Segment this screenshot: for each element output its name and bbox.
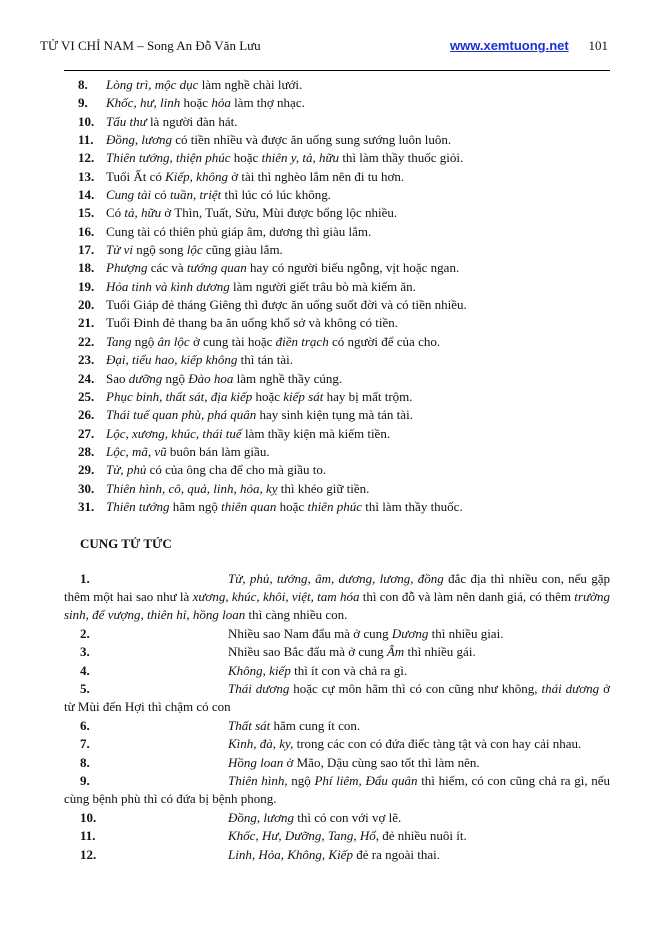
list-item (64, 827, 610, 845)
item-text: Lộc, mã, vũ buôn bán làm giầu. (106, 443, 270, 459)
item-text: Khốc, Hư, Dưỡng, Tang, Hổ, đẻ nhiều nuôi ít. (228, 828, 467, 843)
item-number: 9. (80, 773, 90, 788)
item-number: 8. (80, 754, 90, 770)
item-text: Đồng, lương có tiền nhiều và được ăn uống sung sướng luôn luôn. (106, 132, 452, 148)
item-number: 1. (80, 571, 90, 586)
item-text: Tuổi Ất có Kiếp, không ở tài thì nghèo lắm nên đi tu hơn. (106, 168, 405, 184)
item-number: 10. (78, 113, 95, 129)
list-item (64, 314, 614, 332)
list-item (64, 662, 610, 680)
list-item (64, 480, 614, 498)
item-text: Nhiều sao Nam đẩu mà ở cung Dương thì nhiều giai. (228, 625, 504, 641)
item-number: 13. (78, 168, 95, 184)
page-number: 101 (588, 38, 608, 53)
item-number: 15. (78, 205, 95, 221)
item-text: Thiên tướng, thiện phúc hoặc thiên y, tả, hữu thì làm thầy thuốc giỏi. (106, 150, 464, 166)
item-text: Tuổi Đinh đẻ thang ba ăn uống khổ sở và không có tiền. (106, 315, 399, 331)
list-item (64, 772, 610, 808)
list-item (64, 680, 610, 716)
item-text: Phục binh, thất sát, địa kiếp hoặc kiếp sát hay bị mất trộm. (106, 388, 413, 404)
item-text: Tử, phủ có của ông cha để cho mà giầu to. (106, 462, 327, 478)
list-item (64, 186, 614, 204)
item-number: 12. (80, 846, 97, 862)
item-number: 12. (78, 150, 95, 166)
list-item (64, 241, 614, 259)
list-item (64, 333, 614, 351)
item-number: 4. (80, 662, 90, 678)
item-text: Sao dưỡng ngộ Đào hoa làm nghề thầy cúng. (106, 370, 343, 386)
list-item (64, 259, 614, 277)
list-item (64, 735, 610, 753)
item-text: Hồng loan ở Mão, Dậu cùng sao tốt thì làm nên. (228, 754, 480, 770)
item-text: Có tả, hữu ở Thìn, Tuất, Sửu, Mùi được bổng lộc nhiều. (106, 205, 398, 221)
list-item (64, 149, 614, 167)
item-text: Khốc, hư, linh hoặc hỏa làm thợ nhạc. (106, 95, 305, 111)
item-number: 6. (80, 717, 90, 733)
item-text: Linh, Hỏa, Không, Kiếp đẻ ra ngoài thai. (228, 846, 440, 862)
list-item (64, 351, 614, 369)
item-text: Hỏa tinh và kình dương làm người giết trâu bò mà kiếm ăn. (106, 278, 416, 294)
item-text: Cung tài có thiên phủ giáp âm, dương thì giàu lắm. (106, 223, 372, 239)
list-item (64, 113, 614, 131)
list-item (64, 498, 614, 516)
item-text: Đồng, lương thì có con với vợ lẽ. (228, 809, 402, 825)
list-item (64, 370, 614, 388)
item-number: 29. (78, 462, 95, 478)
item-text: Lòng trì, mộc dục làm nghề chài lưới. (106, 77, 303, 92)
children-list (64, 570, 610, 864)
item-text: Kình, đà, ky, trong các con có đứa điếc tàng tật và con hay cải nhau. (228, 736, 582, 751)
item-number: 20. (78, 297, 95, 313)
list-item (64, 296, 614, 314)
item-number: 21. (78, 315, 95, 331)
list-item (64, 717, 610, 735)
item-number: 17. (78, 242, 95, 258)
item-number: 27. (78, 425, 95, 441)
item-number: 11. (78, 132, 94, 148)
item-number: 16. (78, 223, 95, 239)
list-item (64, 76, 614, 94)
header-rule (64, 70, 610, 71)
item-number: 10. (80, 809, 97, 825)
item-text: Đại, tiểu hao, kiếp không thì tán tài. (106, 352, 294, 368)
header-url-link[interactable]: www.xemtuong.net (450, 38, 569, 53)
list-item (64, 809, 610, 827)
item-text: Tử vi ngộ song lộc cũng giàu lắm. (106, 242, 283, 258)
item-text: Tấu thư là người đàn hát. (106, 113, 238, 129)
item-text: Thái tuế quan phù, phá quân hay sinh kiện tụng mà tán tài. (106, 407, 413, 423)
item-text: Phượng các và tướng quan hay có người biếu ngỗng, vịt hoặc ngan. (106, 260, 460, 276)
item-number: 7. (80, 736, 90, 751)
item-text: Tuổi Giáp đẻ tháng Giêng thì được ăn uống suốt đời và có tiền nhiều. (106, 297, 467, 313)
item-text: Thái dương hoặc cự môn hãm thì có con cũng như không, thái dương ở từ Mùi đến Hợi thì chậm có con (64, 681, 610, 714)
item-number: 3. (80, 644, 90, 659)
list-item (64, 204, 614, 222)
list-item (64, 94, 614, 112)
item-number: 28. (78, 443, 95, 459)
item-number: 8. (78, 77, 88, 92)
item-text: Thiên hình, cô, quả, linh, hỏa, kỵ thì khéo giữ tiền. (106, 480, 370, 496)
list-item (64, 168, 614, 186)
item-text: Cung tài có tuần, triệt thì lúc có lúc không. (106, 187, 331, 203)
item-number: 23. (78, 352, 95, 368)
item-number: 5. (80, 681, 90, 696)
list-item (64, 278, 614, 296)
header-title: TỬ VI CHỈ NAM – Song An Đỗ Văn Lưu (40, 38, 261, 53)
item-text: Tang ngộ ân lộc ở cung tài hoặc điền trạch có người để của cho. (106, 333, 441, 349)
item-text: Thiên hình, ngộ Phí liêm, Đẩu quân thì hiếm, có con cũng chả ra gì, nếu cùng bệnh phù thì có đứa bị bệnh phong. (64, 773, 611, 806)
item-number: 26. (78, 407, 95, 423)
item-number: 31. (78, 498, 95, 514)
item-text: Thất sát hãm cung ít con. (228, 717, 361, 733)
list-item (64, 846, 610, 864)
item-number: 2. (80, 625, 90, 641)
list-item (64, 406, 614, 424)
list-item (64, 388, 614, 406)
item-number: 9. (78, 95, 88, 111)
list-item (64, 625, 610, 643)
item-number: 22. (78, 333, 95, 349)
list-item (64, 443, 614, 461)
item-number: 30. (78, 480, 95, 496)
item-number: 18. (78, 260, 95, 276)
item-number: 14. (78, 187, 95, 203)
list-item (64, 461, 614, 479)
item-number: 24. (78, 370, 95, 386)
section-title: CUNG TỬ TỨC (80, 536, 172, 551)
item-text: Nhiều sao Bắc đẩu mà ở cung Âm thì nhiều gái. (228, 644, 476, 659)
list-item (64, 570, 610, 624)
item-text: Không, kiếp thì ít con và chả ra gì. (228, 662, 408, 678)
career-wealth-list (64, 76, 614, 516)
item-text: Lộc, xương, khúc, thái tuế làm thầy kiện mà kiếm tiền. (106, 425, 391, 441)
item-number: 25. (78, 388, 95, 404)
item-number: 19. (78, 278, 95, 294)
list-item (64, 223, 614, 241)
list-item (64, 425, 614, 443)
page-header (40, 38, 610, 58)
item-text: Thiên tướng hãm ngộ thiên quan hoặc thiên phúc thì làm thầy thuốc. (106, 498, 463, 514)
list-item (64, 754, 610, 772)
list-item (64, 131, 614, 149)
item-number: 11. (80, 828, 96, 843)
list-item (64, 643, 610, 661)
item-text: Tử, phủ, tướng, âm, dương, lương, đồng đắc địa thì nhiều con, nếu gặp thêm một hai sao như là xương, khúc, khôi, việt, tam hóa thì con đỗ và làm nên danh giá, có thêm trường sinh, đế vượng, thiên hỉ, hồng loan thì càng nhiều con. (64, 571, 610, 622)
